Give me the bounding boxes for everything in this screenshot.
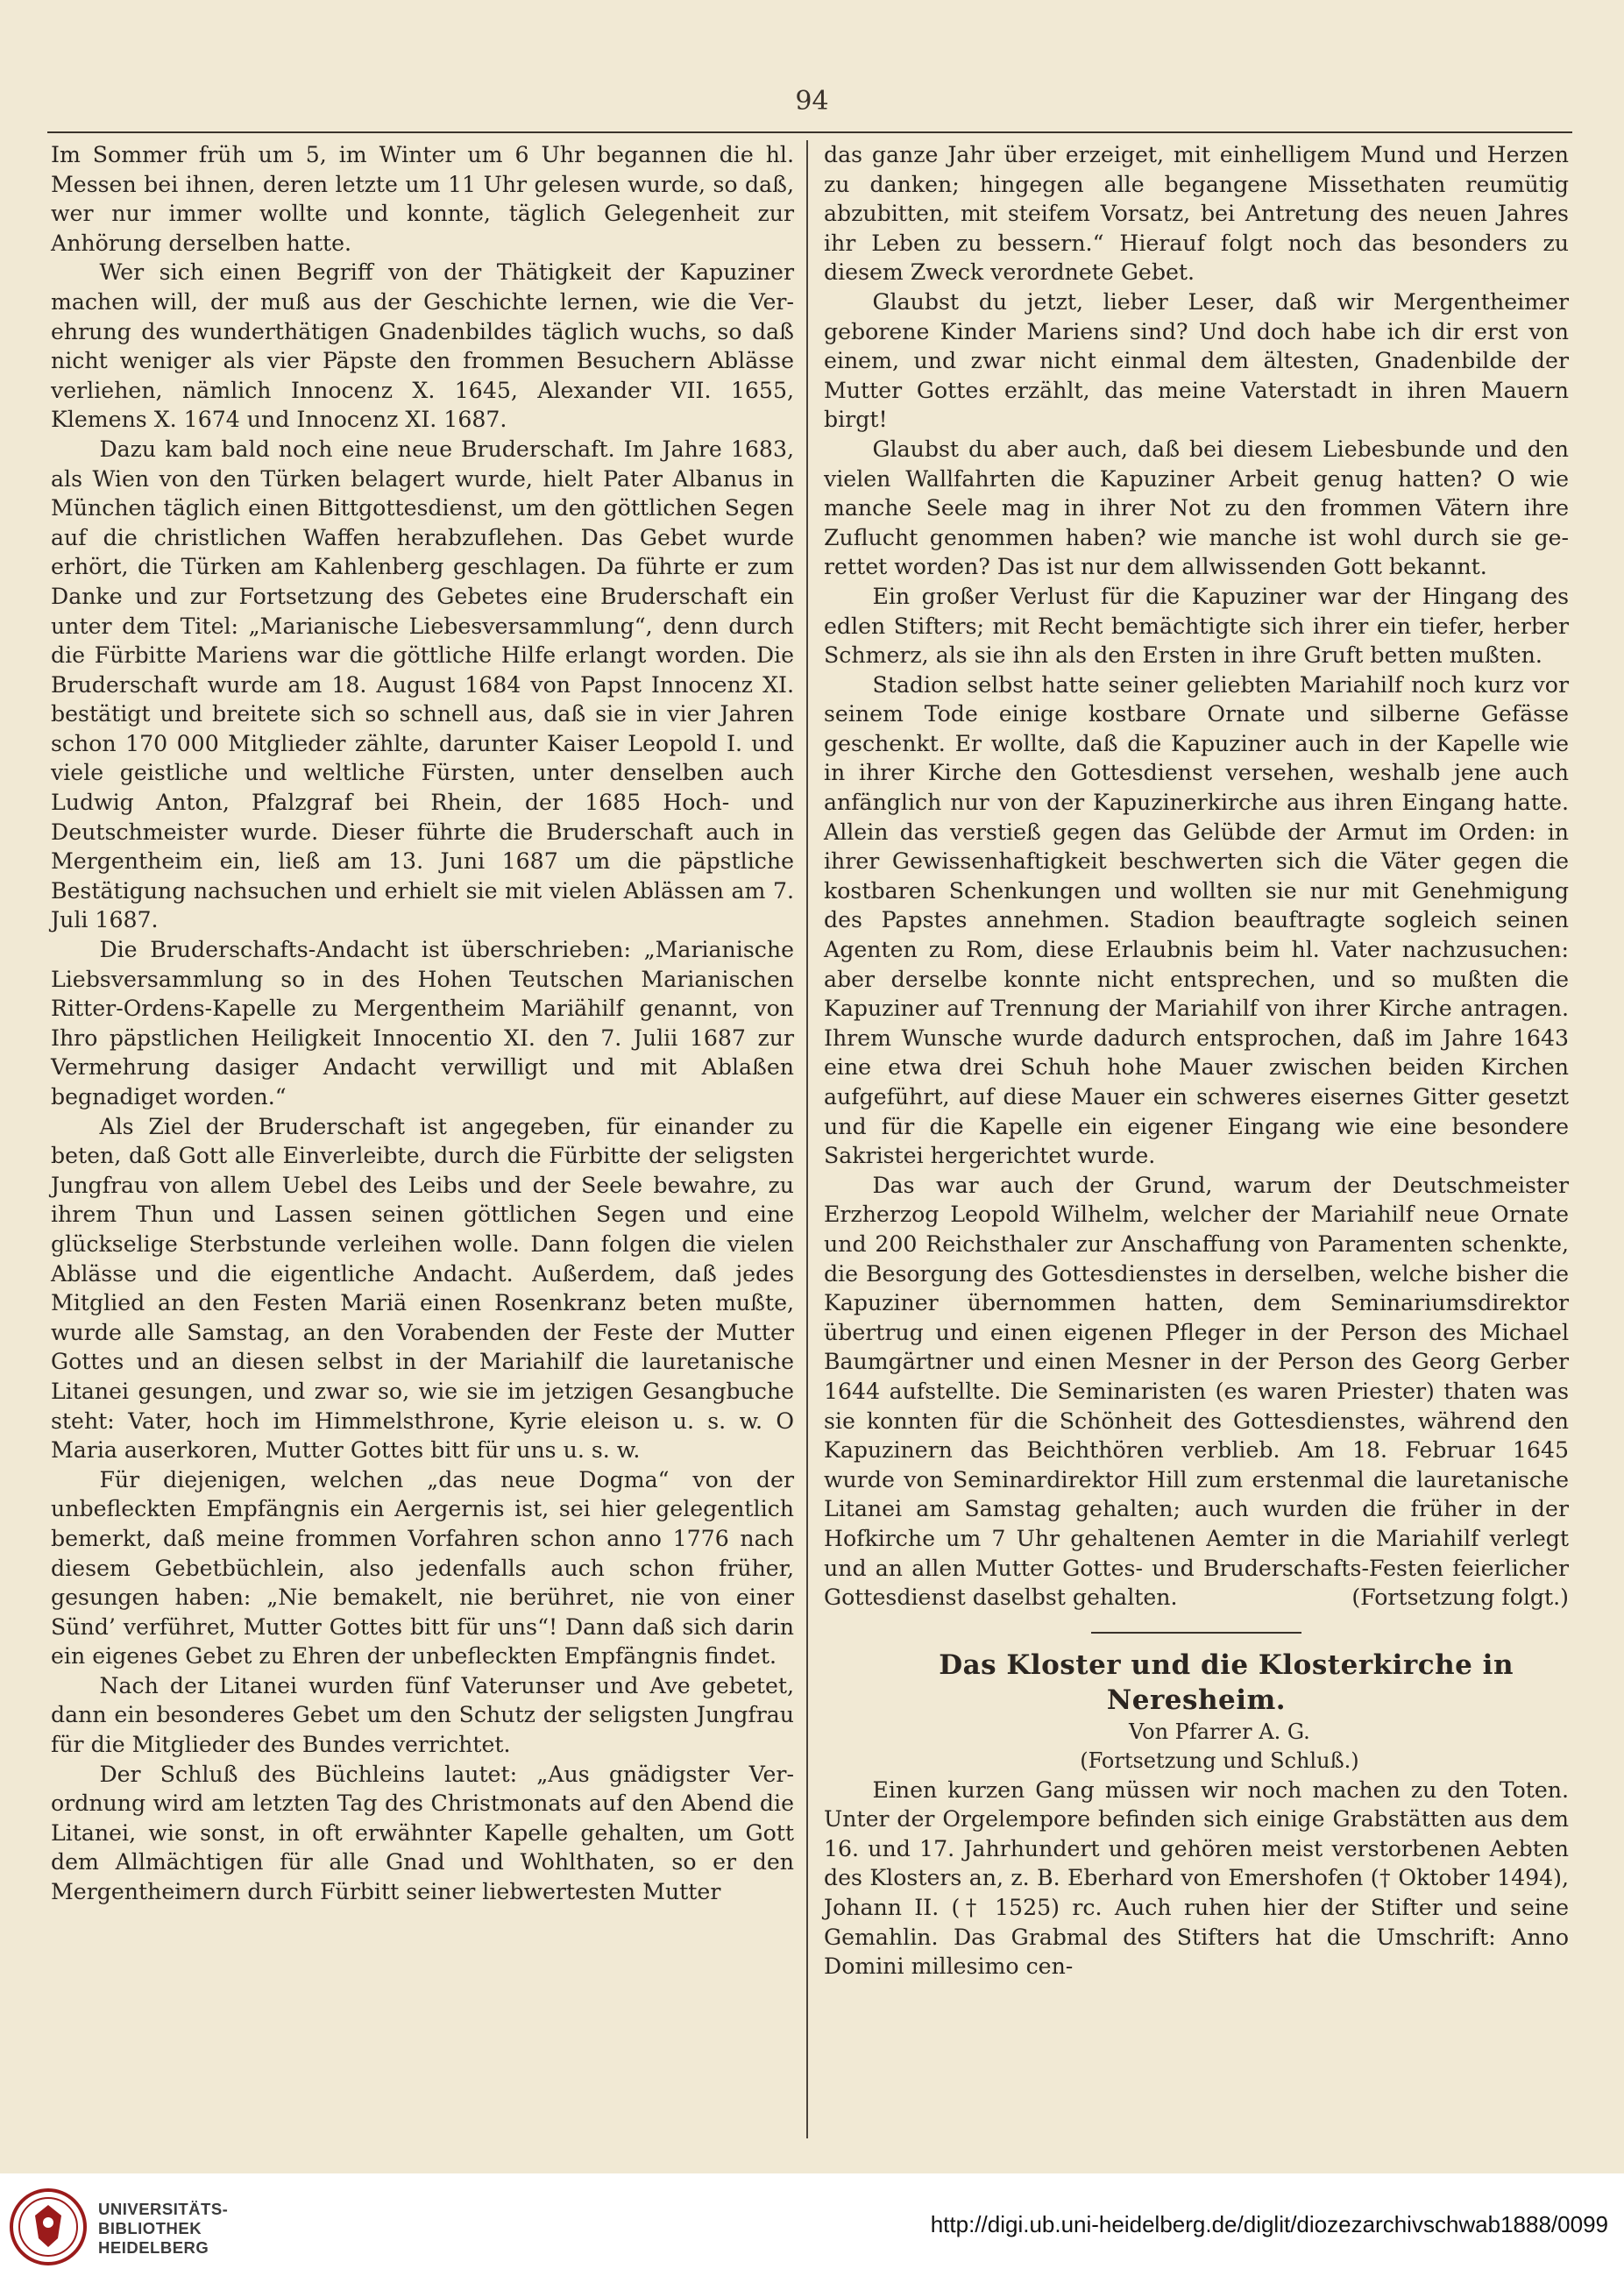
university-seal-icon: [9, 2187, 88, 2266]
paragraph: Dazu kam bald noch eine neue Bruderschaft. Im Jahre 1683, als Wien von den Türken belagert wurde, hielt Pater Albanus in München täglich einen Bittgottesdienst, um den göttlichen Segen auf die christlichen Waffen herabzuflehen. Das Gebet wurde erhört, die Türken am Kahlenberg geschlagen. Da führte er zum Danke und zur Fortsetzung des Gebetes eine Bruderschaft ein unter dem Titel: „Marianische Liebesversammlung“, denn durch die Fürbitte Mariens war die göttliche Hilfe erlangt worden. Die Bruderschaft wurde am 18. August 1684 von Papst Innocenz XI. bestätigt und breitete sich so schnell aus, daß sie in vier Jahren schon 170 000 Mitglieder zählte, darunter Kaiser Leopold I. und viele geistliche und weltliche Fürsten, unter denselben auch Ludwig Anton, Pfalzgraf bei Rhein, der 1685 Hoch- und Deutschmeister wurde. Dieser führte die Bruderschaft auch in Mergentheim ein, ließ am 13. Juni 1687 um die päpstliche Bestätigung nachsuchen und erhielt sie mit vielen Ablässen am 7. Juli 1687.: [51, 436, 794, 933]
institution-line: BIBLIOTHEK: [98, 2219, 202, 2237]
article-title: Das Kloster und die Klosterkirche in Neresheim.: [939, 1648, 1514, 1716]
paragraph-text: Das war auch der Grund, warum der Deutschmeister Erzherzog Leopold Wilhelm, welcher der Mariahilf neue Ornate und 200 Reichsthaler zur Anschaffung von Paramenten schenkte, die Besorgung des Gottesdienstes in derselben, welche bisher die Kapuziner übernommen hatten, dem Seminariumsdirektor übertrug und einen eigenen Pfleger in der Person des Michael Baumgärtner und einen Mesner in der Person des Georg Gerber 1644 aufstellte. Die Seminaristen (es waren Priester) thaten was sie konnten für die Schönheit des Gottesdienstes, während den Kapuzinern das Beichthören verblieb. Am 18. Februar 1645 wurde von Seminardirektor Hill zum erstenmal die lauretanische Litanei am Samstag gehalten; auch wurden die früher in der Hofkirche um 7 Uhr gehaltenen Aemter in die Mariahilf verlegt und an allen Mutter Gottes- und Bruderschafts-Festen feierlicher Gottesdienst daselbst gehalten.: [824, 1172, 1569, 1611]
page-number: 94: [795, 86, 829, 117]
paragraph: das ganze Jahr über erzeiget, mit einhelligem Mund und Herzen zu danken; hingegen alle begangene Missethaten reumütig abzubitten, mit steifem Vorsatz, bei Antretung des neuen Jahres ihr Leben zu bessern.“ Hierauf folgt noch das besonders zu diesem Zweck verordnete Gebet.: [824, 142, 1569, 286]
paragraph: [824, 1171, 1569, 1613]
paragraph: Als Ziel der Bruderschaft ist angegeben, für einander zu beten, daß Gott alle Einverleibte, durch die Fürbitte der seligsten Jungfrau von allem Uebel des Leibs und der Seele bewahre, zu ihrem Thun und Lassen seinen göttlichen Segen und eine glückselige Sterbstunde verleihen wolle. Dann folgen die vielen Ablässe und die eigentliche Andacht. Außerdem, daß jedes Mitglied an den Festen Mariä einen Rosenkranz beten mußte, wurde alle Samstag, an den Vorabenden der Feste der Mutter Gottes und an diesen selbst in der Mariahilf die lauretanische Litanei gesungen, und zwar so, wie sie im jetzigen Gesangbuche steht: Vater, hoch im Himmelsthrone, Kyrie eleison u. s. w. O Maria auserkoren, Mutter Gottes bitt für uns u. s. w.: [51, 1113, 794, 1464]
section-rule: [1091, 1632, 1301, 1634]
paragraph: Glaubst du jetzt, lieber Leser, daß wir Mergentheimer geborene Kinder Mariens sind? Und doch habe ich dir erst von einem, und zwar nicht einmal dem ältesten, Gnadenbilde der Mutter Gottes erzählt, das meine Vaterstadt in ihren Mauern birgt!: [824, 288, 1569, 433]
paragraph: Im Sommer früh um 5, im Winter um 6 Uhr begannen die hl. Messen bei ihnen, deren letzte um 11 Uhr gelesen wurde, so daß, wer nur immer wollte und konnte, täglich Gelegenheit zur Anhörung derselben hatte.: [51, 142, 794, 256]
paragraph: Glaubst du aber auch, daß bei diesem Liebesbunde und den vielen Wallfahrten die Kapuziner Arbeit genug hatten? O wie manche Seele mag in ihrer Not zu den frommen Vätern ihre Zuflucht genommen haben? wie manche ist wohl durch sie gerettet worden? Das ist nur dem allwissenden Gott bekannt.: [824, 436, 1569, 580]
paragraph: Ein großer Verlust für die Kapuziner war der Hingang des edlen Stifters; mit Recht bemächtigte sich ihrer ein tiefer, herber Schmerz, als sie ihn als den Ersten in ihre Gruft betten mußten.: [824, 583, 1569, 669]
paragraph: Einen kurzen Gang müssen wir noch machen zu den Toten. Unter der Orgelempore befinden sich einige Grabstätten aus dem 16. und 17. Jahrhundert und gehören meist verstorbenen Aebten des Klosters an, z. B. Eberhard von Emershofen († Oktober 1494), Johann II. († 1525) rc. Auch ruhen hier der Stifter und seine Gemahlin. Das Grabmal des Stifters hat die Umschrift: Anno Domini millesimo cen-: [824, 1776, 1569, 1980]
institution-line: UNIVERSITÄTS-: [98, 2200, 229, 2218]
paragraph: Nach der Litanei wurden fünf Vaterunser und Ave gebetet, dann ein besonderes Gebet um den Schutz der seligsten Jungfrau für die Mitglieder des Bundes verrichtet.: [51, 1672, 794, 1758]
left-column: [51, 140, 794, 1907]
paragraph: Wer sich einen Begriff von der Thätigkeit der Kapuziner machen will, der muß aus der Geschichte lernen, wie die Verehrung des wunderthätigen Gnadenbildes täglich wuchs, so daß nicht weniger als vier Päpste den frommen Besuchern Ablässe verliehen, nämlich Innocenz X. 1645, Alexander VII. 1655, Klemens X. 1674 und Innocenz XI. 1687.: [51, 259, 794, 433]
institution-name: [98, 2200, 228, 2258]
header-rule: [47, 131, 1572, 133]
article-note: (Fortsetzung und Schluß.): [1080, 1748, 1359, 1773]
institution-line: HEIDELBERG: [98, 2238, 209, 2257]
paragraph: Der Schluß des Büchleins lautet: „Aus gnädigster Verordnung wird am letzten Tag des Christmonats auf den Abend die Litanei, wie sonst, in oft erwähnter Kapelle gehalten, um Gott dem Allmächtigen für alle Gnad und Wohlthaten, so er den Mergentheimern durch Fürbitt seiner liebwertesten Mutter: [51, 1761, 794, 1905]
source-url[interactable]: http://digi.ub.uni-heidelberg.de/diglit/diozezarchivschwab1888/0099: [930, 2211, 1608, 2237]
footer-bar: [0, 2173, 1624, 2283]
right-column: [824, 140, 1569, 1982]
paragraph: Stadion selbst hatte seiner geliebten Mariahilf noch kurz vor seinem Tode einige kostbare Ornate und silberne Gefässe geschenkt. Er wollte, daß die Kapuziner auch in der Kapelle wie in ihrer Kirche den Gottesdienst versehen, weshalb jene auch anfänglich nur von der Kapuzinerkirche aus ihren Eingang hatte. Allein das verstieß gegen das Gelübde der Armut im Orden: in ihrer Gewissenhaftigkeit beschwerten sich die Väter gegen die kostbaren Schenkungen und wollten sie nur mit Genehmigung des Papstes annehmen. Stadion beauftragte sogleich seinen Agenten zu Rom, diese Erlaubnis beim hl. Vater nachzusuchen: aber derselbe konnte nicht entsprechen, und so mußten die Kapuziner auf Trennung der Mariahilf von ihrer Kirche antragen. Ihrem Wunsche wurde dadurch entsprochen, daß im Jahre 1643 eine etwa drei Schuh hohe Mauer zwischen beiden Kirchen aufgeführt, auf diese Mauer ein schweres eisernes Gitter gesetzt und für die Kapelle ein eigener Eingang wie eine besondere Sakristei hergerichtet wurde.: [824, 671, 1569, 1169]
column-divider: [806, 140, 808, 2138]
article-byline: Von Pfarrer A. G.: [1129, 1719, 1310, 1744]
paragraph: Für diejenigen, welchen „das neue Dogma“ von der unbefleckten Empfängnis ein Aergernis ist, sei hier gelegentlich bemerkt, daß meine frommen Vorfahren schon anno 1776 nach diesem Gebetbüchlein, also jedenfalls auch schon früher, gesungen haben: „Nie bemakelt, nie berühret, nie von einer Sünd’ verführet, Mutter Gottes bitt für uns“! Dann daß sich darin ein eigenes Gebet zu Ehren der unbefleckten Empfängnis findet.: [51, 1466, 794, 1670]
paragraph: Die Bruderschafts-Andacht ist überschrieben: „Marianische Liebsversammlung so in des Hohen Teutschen Marianischen Ritter-Ordens-Kapelle zu Mergentheim Mariähilf genannt, von Ihro päpstlichen Heiligkeit Innocentio XI. den 7. Julii 1687 zur Vermehrung dasiger Andacht verwilligt und mit Ablaßen begnadiget worden.“: [51, 937, 794, 1110]
continuation-note: (Fortsetzung folgt.): [1351, 1585, 1569, 1611]
